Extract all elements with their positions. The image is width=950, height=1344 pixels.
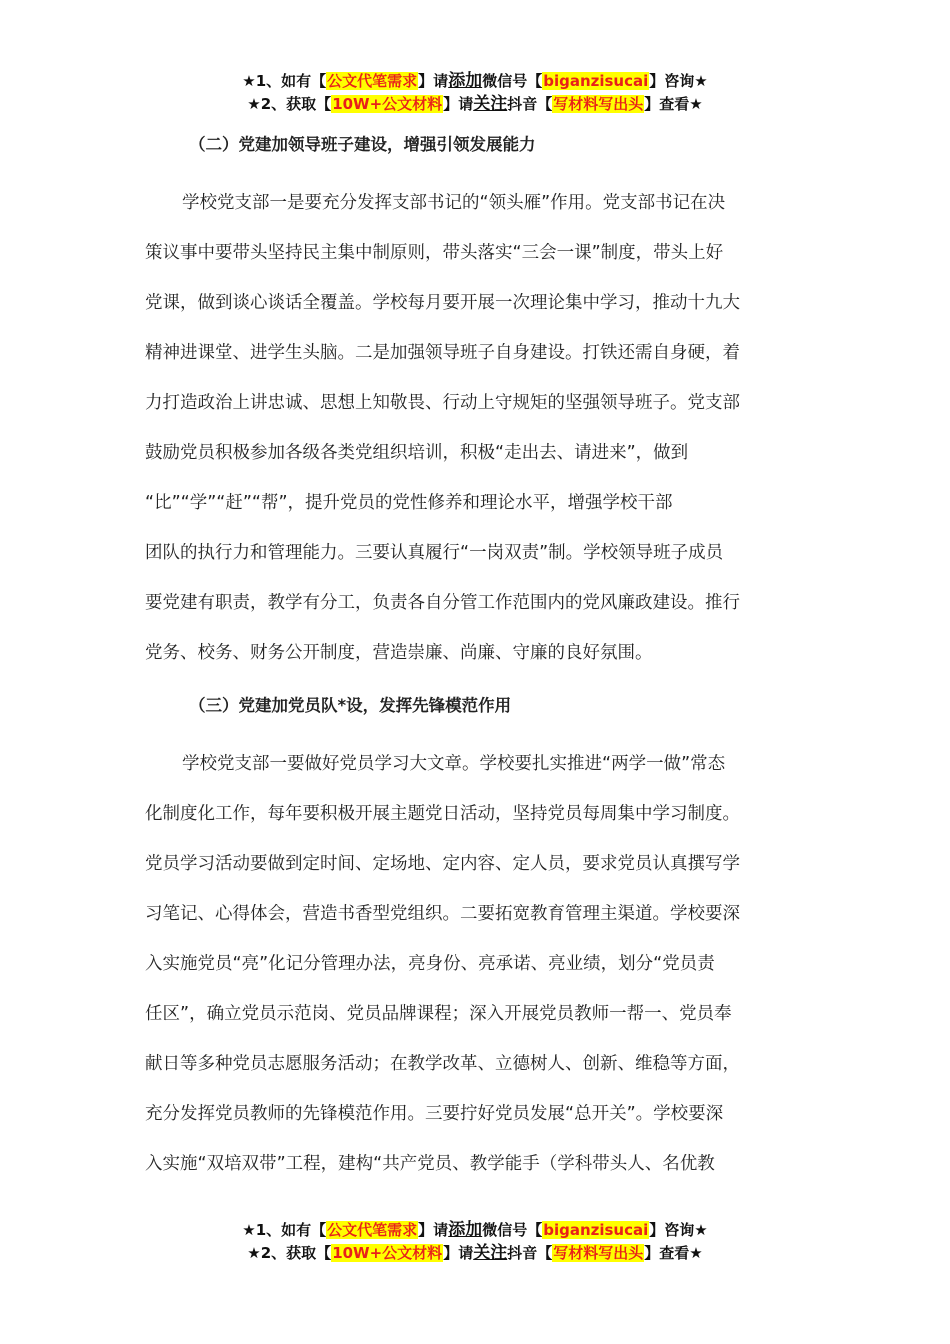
paragraph-line: 党务、校务、财务公开制度，营造崇廉、尚廉、守廉的良好氛围。 (145, 643, 653, 663)
paragraph-line: 入实施“双培双带”工程，建构“共产党员、教学能手（学科带头人、名优教 (145, 1154, 715, 1174)
paragraph-line: 入实施党员“亮”化记分管理办法，亮身份、亮承诺、亮业绩，划分“党员责 (145, 954, 715, 974)
banner-text: 抖音【 (507, 1244, 553, 1262)
paragraph-line: 精神进课堂、进学生头脑。二是加强领导班子自身建设。打铁还需自身硬，着 (145, 343, 740, 363)
banner-text: ★2、获取【 (247, 1244, 332, 1262)
banner-text: 抖音【 (507, 95, 553, 113)
banner-text: 】请 (443, 95, 474, 113)
header-banner (0, 70, 950, 116)
highlight-douyin-account: 写材料写出头 (553, 95, 644, 113)
highlight-wechat-id: biganzisucai (543, 1221, 649, 1239)
emphasis-add: 添加 (448, 71, 483, 91)
paragraph-line: 鼓励党员积极参加各级各类党组织培训，积极“走出去、请进来”，做到 (145, 443, 689, 463)
paragraph-line: 献日等多种党员志愿服务活动；在教学改革、立德树人、创新、维稳等方面， (145, 1054, 740, 1074)
banner-line-1 (0, 70, 950, 93)
paragraph-line: “比”“学”“赶”“帮”，提升党员的党性修养和理论水平，增强学校干部 (145, 493, 673, 513)
banner-text: 】请 (418, 1221, 449, 1239)
banner-text: 】查看★ (644, 1244, 703, 1262)
paragraph-line: 党员学习活动要做到定时间、定场地、定内容、定人员，要求党员认真撰写学 (145, 854, 740, 874)
paragraph-line: 团队的执行力和管理能力。三要认真履行“一岗双责”制。学校领导班子成员 (145, 543, 724, 563)
paragraph-line: 习笔记、心得体会，营造书香型党组织。二要拓宽教育管理主渠道。学校要深 (145, 904, 740, 924)
section-2-paragraph (145, 178, 807, 678)
section-3-heading: （三）党建加党员队*设，发挥先锋模范作用 (189, 696, 512, 715)
banner-text: 】咨询★ (649, 72, 708, 90)
paragraph-line: 要党建有职责，教学有分工，负责各自分管工作范围内的党风廉政建设。推行 (145, 593, 740, 613)
highlight-materials: 10W+公文材料 (332, 1244, 443, 1262)
paragraph-line: 党课，做到谈心谈话全覆盖。学校每月要开展一次理论集中学习，推动十九大 (145, 293, 740, 313)
section-2-heading: （二）党建加领导班子建设，增强引领发展能力 (189, 135, 536, 154)
paragraph-line: 任区”，确立党员示范岗、党员品牌课程；深入开展党员教师一帮一、党员奉 (145, 1004, 732, 1024)
banner-text: ★2、获取【 (247, 95, 332, 113)
banner-text: ★1、如有【 (242, 72, 327, 90)
banner-text: 微信号【 (482, 72, 543, 90)
paragraph-line: 力打造政治上讲忠诚、思想上知敬畏、行动上守规矩的坚强领导班子。党支部 (145, 393, 740, 413)
banner-text: ★1、如有【 (242, 1221, 327, 1239)
footer-banner (0, 1219, 950, 1265)
paragraph-line: 化制度化工作，每年要积极开展主题党日活动，坚持党员每周集中学习制度。 (145, 804, 740, 824)
banner-line-2 (0, 1242, 950, 1265)
banner-text: 】请 (443, 1244, 474, 1262)
banner-text: 】查看★ (644, 95, 703, 113)
emphasis-add: 添加 (448, 1220, 483, 1240)
paragraph-line: 充分发挥党员教师的先锋模范作用。三要拧好党员发展“总开关”。学校要深 (145, 1104, 724, 1124)
highlight-ghostwriting: 公文代笔需求 (327, 1221, 418, 1239)
document-body (145, 128, 807, 1189)
banner-text: 微信号【 (482, 1221, 543, 1239)
emphasis-follow: 关注 (473, 1243, 508, 1263)
banner-line-1 (0, 1219, 950, 1242)
highlight-materials: 10W+公文材料 (332, 95, 443, 113)
banner-text: 】请 (418, 72, 449, 90)
banner-line-2 (0, 93, 950, 116)
highlight-douyin-account: 写材料写出头 (553, 1244, 644, 1262)
banner-text: 】咨询★ (649, 1221, 708, 1239)
paragraph-line: 策议事中要带头坚持民主集中制原则，带头落实“三会一课”制度，带头上好 (145, 243, 724, 263)
paragraph-line: 学校党支部一要做好党员学习大文章。学校要扎实推进“两学一做”常态 (182, 754, 726, 774)
section-3-paragraph (145, 739, 807, 1189)
highlight-wechat-id: biganzisucai (543, 72, 649, 90)
emphasis-follow: 关注 (473, 94, 508, 114)
paragraph-line: 学校党支部一是要充分发挥支部书记的“领头雁”作用。党支部书记在决 (182, 193, 726, 213)
highlight-ghostwriting: 公文代笔需求 (327, 72, 418, 90)
